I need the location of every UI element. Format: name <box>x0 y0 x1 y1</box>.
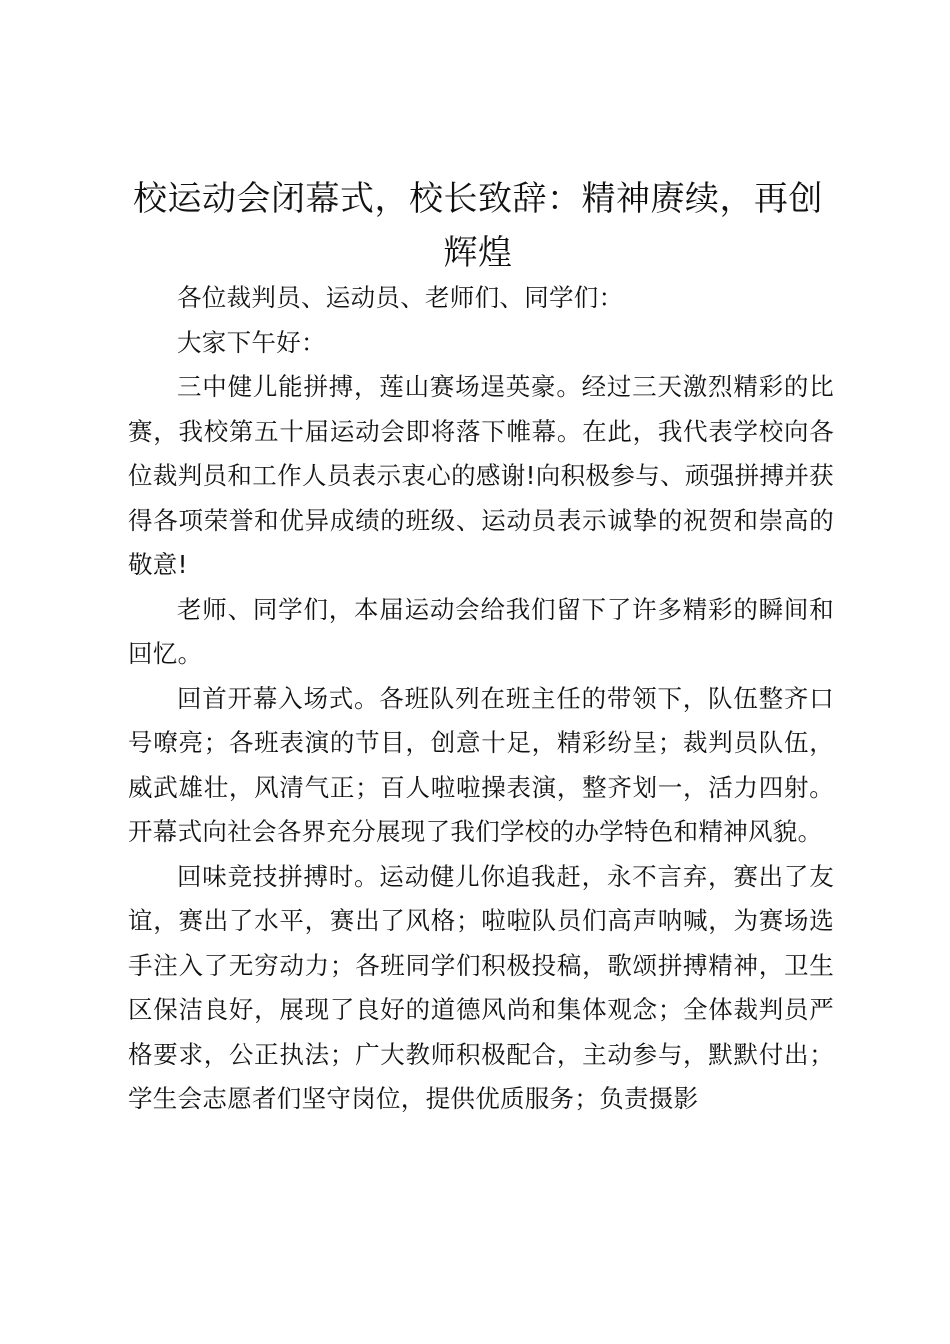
document-title: 校运动会闭幕式，校长致辞：精神赓续，再创辉煌 <box>133 179 823 273</box>
body-paragraph: 回味竞技拼搏时。运动健儿你追我赶，永不言弃，赛出了友谊，赛出了水平，赛出了风格；啦啦队员们高声呐喊，为赛场选手注入了无穷动力；各班同学们积极投稿，歌颂拼搏精神，卫生区保洁良好，展现了良好的道德风尚和集体观念；全体裁判员严格要求，公正执法；广大教师积极配合，主动参与，默默付出；学生会志愿者们坚守岗位，提供优质服务；负责摄影 <box>128 861 834 1113</box>
document-body <box>128 276 834 1122</box>
body-paragraph: 三中健儿能拼搏，莲山赛场逞英豪。经过三天激烈精彩的比赛，我校第五十届运动会即将落下帷幕。在此，我代表学校向各位裁判员和工作人员表示衷心的感谢!向积极参与、顽强拼搏并获得各项荣誉和优异成绩的班级、运动员表示诚挚的祝贺和崇高的敬意! <box>128 372 834 579</box>
body-paragraph: 回首开幕入场式。各班队列在班主任的带领下，队伍整齐口号嘹亮；各班表演的节目，创意十足，精彩纷呈；裁判员队伍，威武雄壮，风清气正；百人啦啦操表演，整齐划一，活力四射。开幕式向社会各界充分展现了我们学校的办学特色和精神风貌。 <box>128 683 834 846</box>
salutation-paragraph: 各位裁判员、运动员、老师们、同学们： <box>177 283 624 312</box>
body-paragraph: 老师、同学们，本届运动会给我们留下了许多精彩的瞬间和回忆。 <box>128 594 834 668</box>
greeting-paragraph: 大家下午好： <box>177 327 326 357</box>
